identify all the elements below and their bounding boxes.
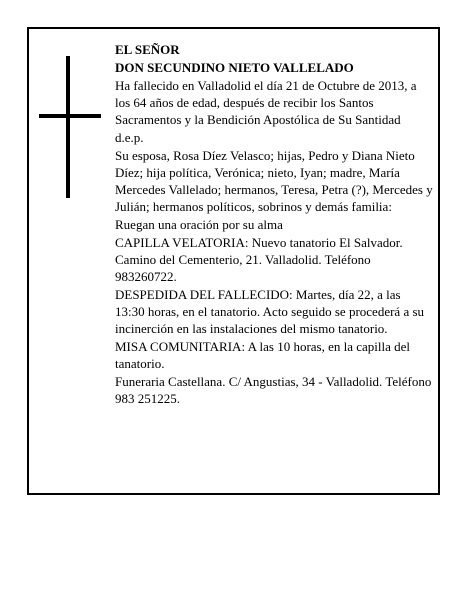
cross-icon [39, 56, 101, 198]
family-list: Su esposa, Rosa Díez Velasco; hijas, Pedro y Diana Nieto Díez; hija política, Verónica; nieto, Iyan; madre, María Mercedes Vallelado; hermanos, Teresa, Petra (?), Mercedes y Julián; hermanos políticos, sobrinos y demás familia: [115, 148, 433, 214]
death-statement: Ha fallecido en Valladolid el día 21 de Octubre de 2013, a los 64 años de edad, después de recibir los Santos Sacramentos y la Bendición Apostólica de Su Santidad [115, 78, 417, 127]
deceased-name: DON SECUNDINO NIETO VALLELADO [115, 60, 354, 75]
obituary-notice [27, 27, 440, 495]
rip-text: d.e.p. [115, 130, 144, 145]
cross-horizontal-bar [39, 114, 101, 118]
cross-vertical-bar [66, 56, 70, 198]
prayer-request: Ruegan una oración por su alma [115, 217, 283, 232]
funeral-home-info: Funeraria Castellana. C/ Angustias, 34 - Valladolid. Teléfono 983 251225. [115, 374, 432, 406]
farewell-info: DESPEDIDA DEL FALLECIDO: Martes, día 22, a las 13:30 horas, en el tanatorio. Acto seguido se procederá a su incinerción en las instalaciones del mismo tanatorio. [115, 287, 425, 336]
notice-text [115, 41, 433, 408]
title-line-1: EL SEÑOR [115, 42, 180, 57]
mass-info: MISA COMUNITARIA: A las 10 horas, en la capilla del tanatorio. [115, 339, 411, 371]
chapel-info: CAPILLA VELATORIA: Nuevo tanatorio El Salvador. Camino del Cementerio, 21. Valladolid. Teléfono 983260722. [115, 235, 403, 284]
